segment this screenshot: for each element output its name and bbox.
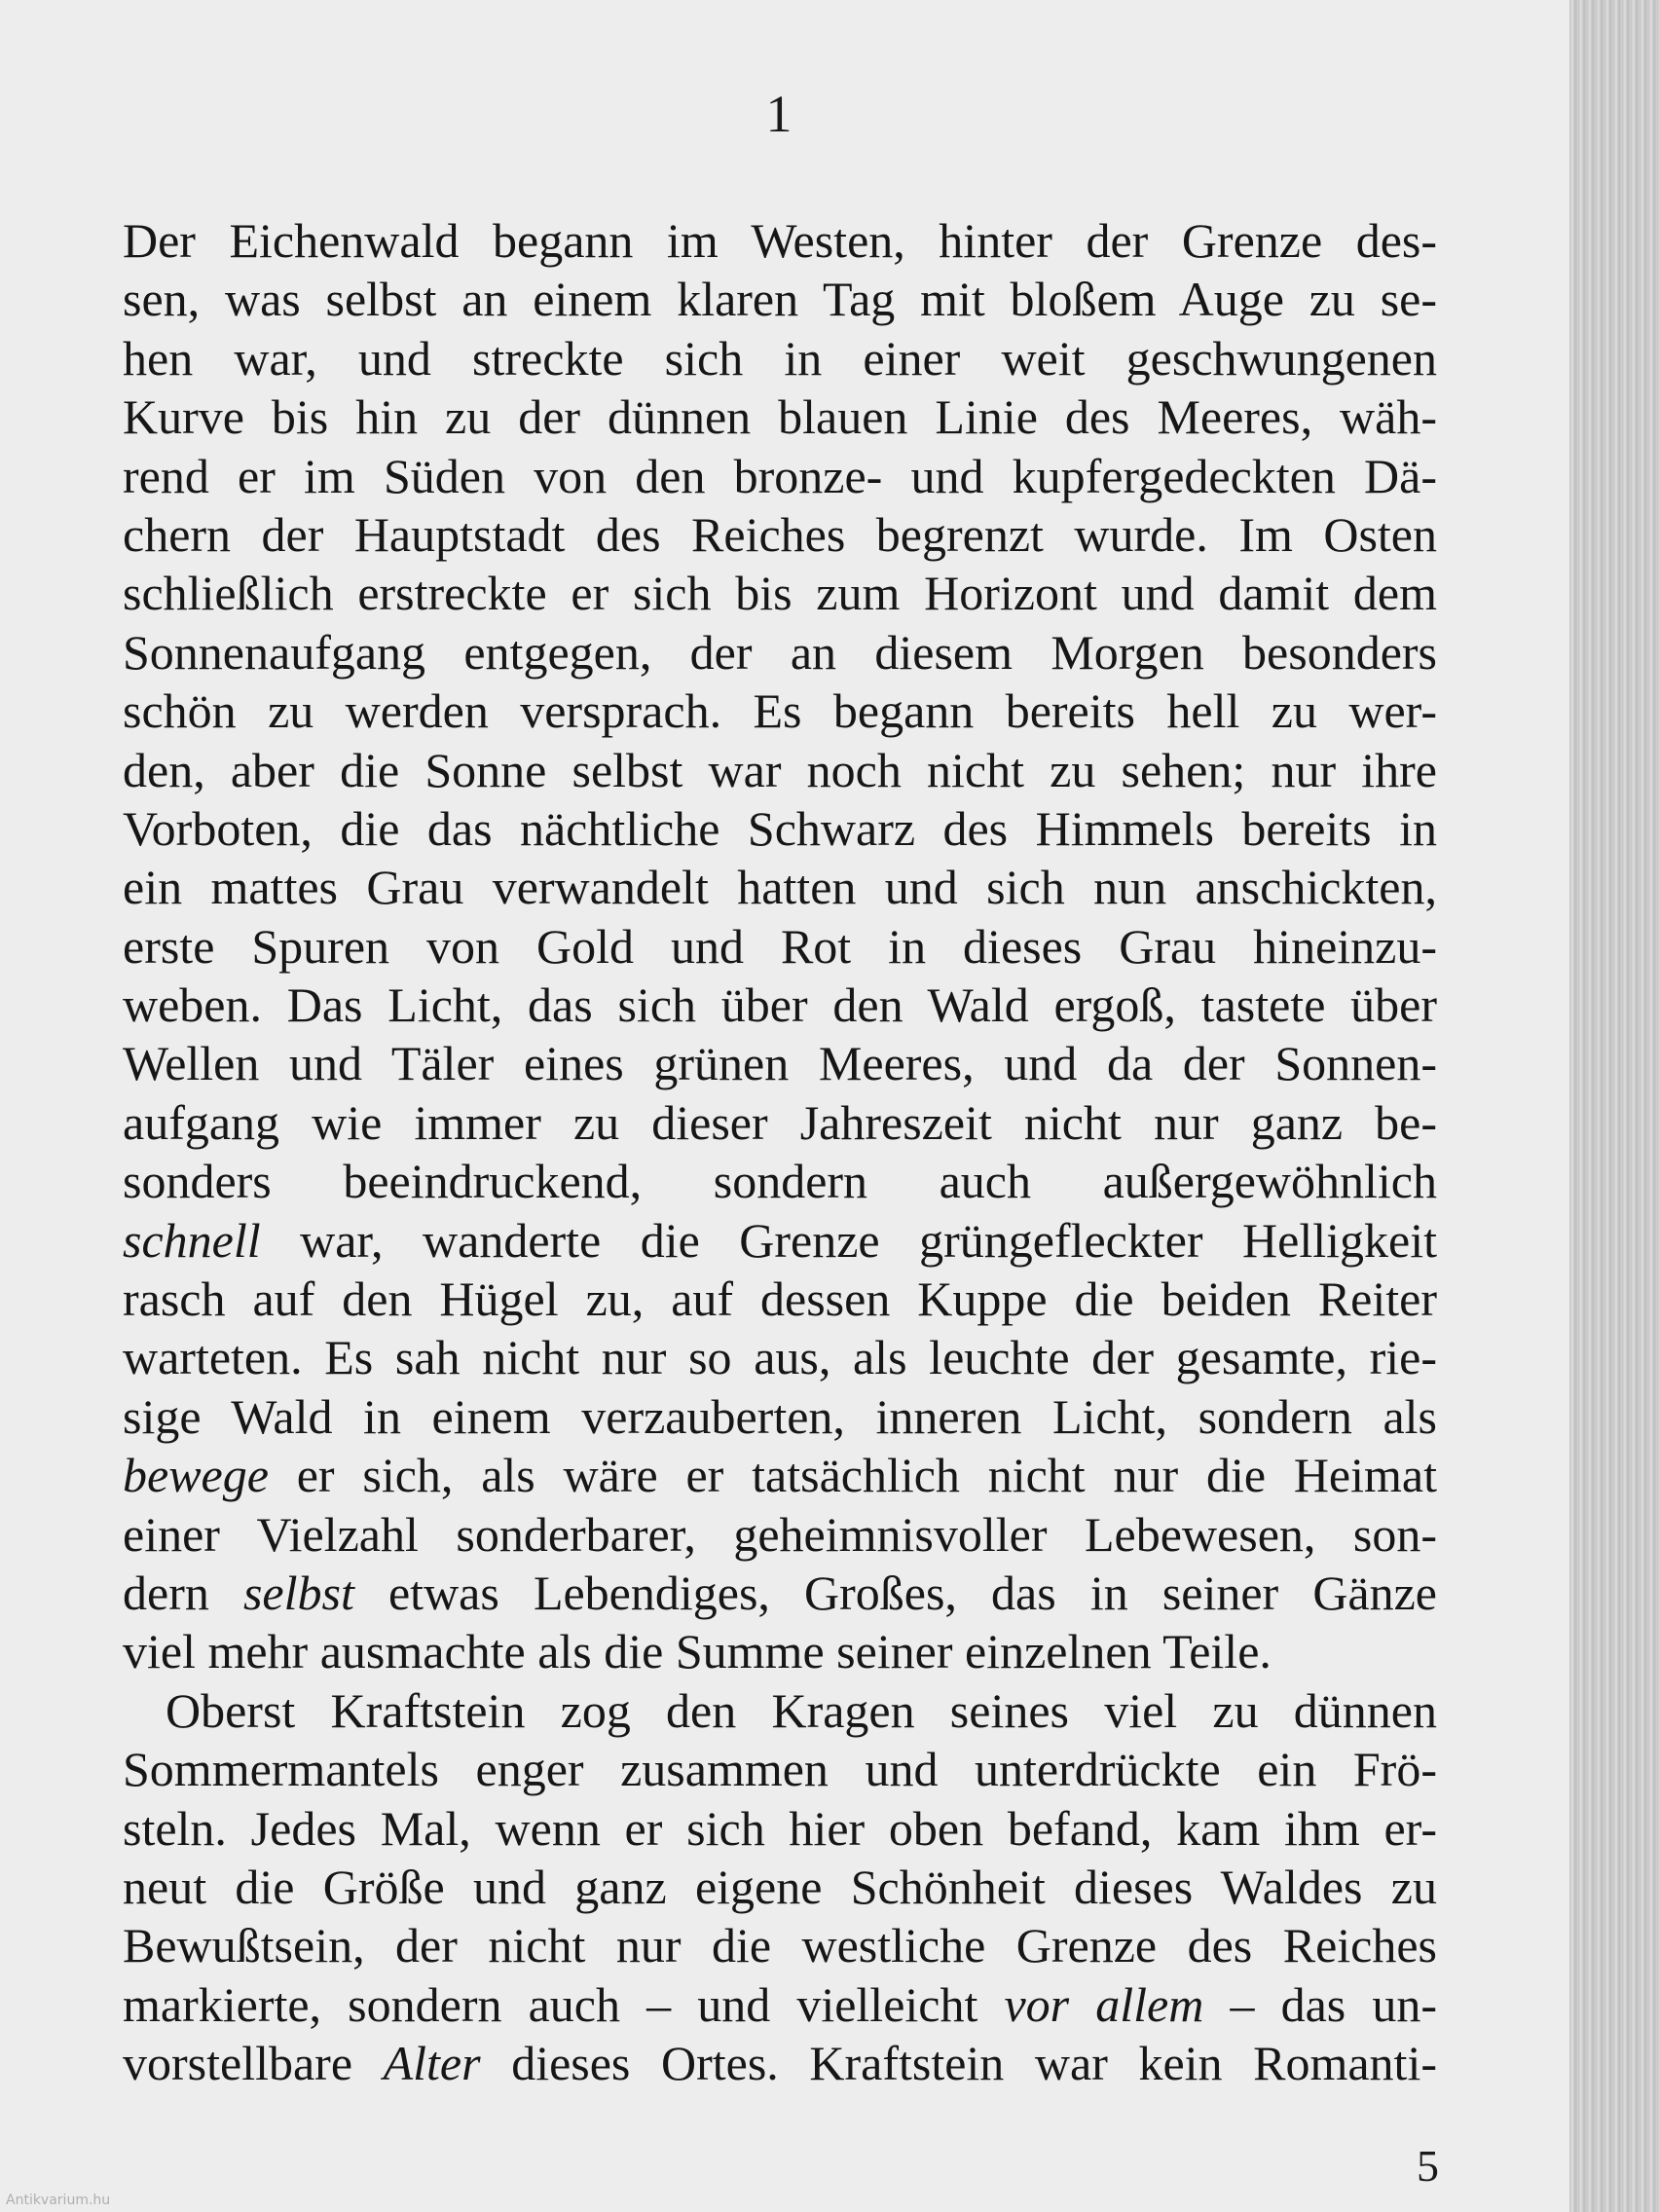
text-line [123, 1858, 1437, 1916]
text-segment: Kurve bis hin zu der dünnen blauen Linie des Meeres, wäh- [123, 389, 1437, 445]
text-line [123, 564, 1437, 622]
text-segment: Sommermantels enger zusammen und unterdrückte ein Frö- [123, 1742, 1437, 1797]
text-segment: ein mattes Grau verwandelt hatten und sich nun anschickten, [123, 860, 1437, 915]
text-segment: schließlich erstreckte er sich bis zum Horizont und damit dem [123, 566, 1437, 621]
text-segment: war, wanderte die Grenze grüngefleckter Helligkeit [260, 1212, 1437, 1268]
text-segment: rasch auf den Hügel zu, auf dessen Kuppe die beiden Reiter [123, 1272, 1437, 1327]
text-line [123, 270, 1437, 328]
text-segment: aufgang wie immer zu dieser Jahreszeit nicht nur ganz be- [123, 1094, 1437, 1150]
text-line [123, 1622, 1437, 1680]
text-line [123, 1387, 1437, 1446]
text-segment: – das un- [1203, 1976, 1437, 2032]
text-segment: Sonnenaufgang entgegen, der an diesem Morgen besonders [123, 624, 1437, 680]
watermark: Antikvarium.hu [6, 2193, 111, 2208]
text-line [123, 917, 1437, 976]
text-line [123, 741, 1437, 799]
text-segment: den, aber die Sonne selbst war noch nicht zu sehen; nur ihre [123, 742, 1437, 797]
text-segment: steln. Jedes Mal, wenn er sich hier oben befand, kam ihm er- [123, 1800, 1437, 1856]
page-number: 5 [1417, 2141, 1439, 2191]
text-line [123, 1328, 1437, 1386]
text-line [123, 447, 1437, 505]
text-line [123, 211, 1437, 270]
text-line [123, 1152, 1437, 1210]
text-line [123, 1975, 1437, 2034]
text-line [123, 623, 1437, 682]
text-segment: chern der Hauptstadt des Reiches begrenzt wurde. Im Osten [123, 506, 1437, 562]
text-segment: viel mehr ausmachte als die Summe seiner einzelnen Teile. [123, 1624, 1272, 1679]
text-line [123, 1681, 1437, 1740]
text-segment: markierte, sondern auch – und vielleicht [123, 1976, 1005, 2032]
text-line [123, 387, 1437, 446]
text-segment: dieses Ortes. Kraftstein war kein Romanti- [480, 2036, 1437, 2091]
text-line [123, 1270, 1437, 1328]
text-segment: rend er im Süden von den bronze- und kupfergedeckten Dä- [123, 448, 1437, 503]
text-segment: einer Vielzahl sonderbarer, geheimnisvoller Lebewesen, son- [123, 1506, 1437, 1562]
text-segment: warteten. Es sah nicht nur so aus, als leuchte der gesamte, rie- [123, 1330, 1437, 1385]
text-segment: er sich, als wäre er tatsächlich nicht nur die Heimat [268, 1448, 1437, 1503]
text-line [123, 1564, 1437, 1622]
text-segment: weben. Das Licht, das sich über den Wald ergoß, tastete über [123, 977, 1437, 1033]
text-line [123, 1034, 1437, 1092]
text-segment: Vorboten, die das nächtliche Schwarz des Himmels bereits in [123, 800, 1437, 856]
italic-text: selbst [242, 1565, 354, 1620]
page-edge [1569, 0, 1659, 2212]
text-line [123, 799, 1437, 858]
text-segment: schön zu werden versprach. Es begann bereits hell zu wer- [123, 683, 1437, 739]
text-segment: sen, was selbst an einem klaren Tag mit bloßem Auge zu se- [123, 272, 1437, 327]
text-line [123, 505, 1437, 564]
text-line [123, 1446, 1437, 1504]
text-segment: Wellen und Täler eines grünen Meeres, und da der Sonnen- [123, 1036, 1437, 1091]
chapter-number: 1 [765, 85, 793, 143]
body-text [123, 211, 1437, 2093]
italic-text: bewege [123, 1448, 269, 1503]
text-line [123, 1740, 1437, 1798]
text-line [123, 1799, 1437, 1858]
text-segment: neut die Größe und ganz eigene Schönheit dieses Waldes zu [123, 1859, 1437, 1914]
text-line [123, 2034, 1437, 2092]
text-segment: Der Eichenwald begann im Westen, hinter der Grenze des- [123, 213, 1437, 268]
text-line [123, 1916, 1437, 1974]
text-line [123, 858, 1437, 916]
text-segment: dern [123, 1565, 243, 1620]
text-segment: Oberst Kraftstein zog den Kragen seines viel zu dünnen [166, 1682, 1437, 1738]
text-line [123, 1093, 1437, 1152]
italic-text: vor allem [1004, 1976, 1204, 2032]
italic-text: Alter [383, 2036, 481, 2091]
text-line [123, 1211, 1437, 1270]
text-line [123, 682, 1437, 740]
italic-text: schnell [123, 1212, 261, 1268]
text-segment: Bewußtsein, der nicht nur die westliche Grenze des Reiches [123, 1918, 1437, 1973]
text-segment: erste Spuren von Gold und Rot in dieses Grau hineinzu- [123, 918, 1437, 974]
text-line [123, 329, 1437, 387]
text-segment: hen war, und streckte sich in einer weit geschwungenen [123, 330, 1437, 386]
text-line [123, 1505, 1437, 1564]
text-segment: sige Wald in einem verzauberten, inneren Licht, sondern als [123, 1388, 1437, 1444]
text-line [123, 976, 1437, 1034]
text-segment: etwas Lebendiges, Großes, das in seiner Gänze [353, 1565, 1438, 1620]
text-segment: sonders beeindruckend, sondern auch außergewöhnlich [123, 1154, 1437, 1209]
text-segment: vorstellbare [123, 2036, 384, 2091]
